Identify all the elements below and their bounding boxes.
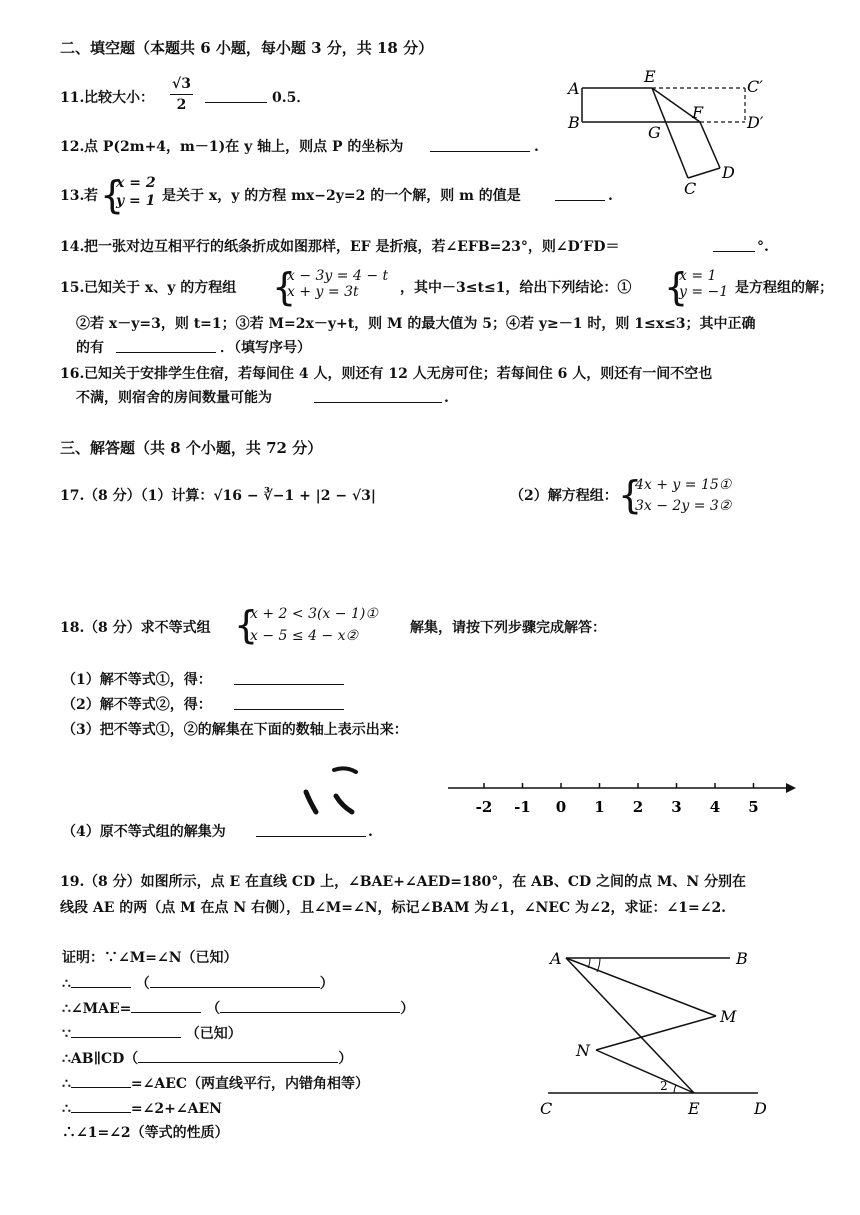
proof-line-5 bbox=[62, 1048, 352, 1069]
proof-line-8: ∴∠1=∠2（等式的性质） bbox=[62, 1125, 229, 1141]
fig1-label-C-prime: C′ bbox=[747, 77, 763, 96]
q16-number: 16. bbox=[60, 366, 85, 382]
q14-answer-blank[interactable] bbox=[713, 237, 755, 252]
q16-tail: . bbox=[444, 390, 449, 406]
proof-line-2-reason-blank[interactable] bbox=[150, 973, 320, 988]
fig2-label-D: D bbox=[754, 1099, 767, 1118]
proof-line-2-close: ） bbox=[319, 976, 334, 992]
proof-line-7-lead: ∴ bbox=[62, 1101, 71, 1117]
section2-title: 二、填空题（本题共 6 小题，每小题 3 分，共 18 分） bbox=[60, 39, 434, 57]
q11-numerator: √3 bbox=[170, 74, 193, 95]
q15-line2: ②若 x－y=3，则 t=1；③若 M=2x－y+t，则 M 的最大值为 5；④若 y≥－1 时，则 1≤x≤3；其中正确 bbox=[76, 316, 756, 332]
q16-line1: 已知关于安排学生住宿，若每间住 4 人，则还有 12 人无房可住；若每间住 6 人，则还有一间不空也 bbox=[84, 366, 713, 382]
number-line-tick-label: 3 bbox=[671, 798, 682, 816]
q18-step1-blank[interactable] bbox=[234, 670, 344, 685]
q13-text: 是关于 x，y 的方程 mx−2y=2 的一个解，则 m 的值是 bbox=[162, 188, 521, 204]
q15-solution bbox=[679, 268, 728, 300]
proof-line-3-open: （ bbox=[206, 1001, 221, 1017]
fig2-angle2-arc bbox=[674, 1085, 676, 1093]
fig2-segment-NE bbox=[596, 1050, 694, 1093]
q18-tail: 解集，请按下列步骤完成解答： bbox=[410, 620, 606, 636]
fig2-segment-AE bbox=[566, 958, 694, 1093]
q19-line2: 线段 AE 的两（点 M 在点 N 右侧），且∠M=∠N，标记∠BAM 为∠1，∠NEC 为∠2，求证：∠1=∠2. bbox=[60, 900, 727, 916]
q12-text: 点 P(2m+4，m－1)在 y 轴上，则点 P 的坐标为 bbox=[84, 139, 404, 155]
number-line bbox=[440, 772, 800, 822]
proof-line-6-lead: ∴ bbox=[62, 1076, 71, 1092]
q14-tail: °. bbox=[757, 239, 769, 255]
q11-tail: 0.5． bbox=[272, 90, 311, 106]
parallel-lines-figure bbox=[530, 940, 790, 1130]
number-line-arrow-icon bbox=[786, 783, 796, 793]
fig1-label-D-prime: D′ bbox=[747, 113, 764, 132]
q13-eq2: y = 1 bbox=[116, 193, 156, 209]
proof-line-2 bbox=[62, 973, 334, 994]
number-line-tick-label: 0 bbox=[555, 798, 567, 816]
proof-line-4-tail: （已知） bbox=[185, 1026, 242, 1042]
q17-brace: { bbox=[618, 473, 643, 517]
q15-line1-mid: ，其中－3≤t≤1，给出下列结论：① bbox=[400, 280, 632, 296]
proof-line-6-tail: =∠AEC（两直线平行，内错角相等） bbox=[130, 1076, 370, 1092]
q17-number: 17. bbox=[60, 488, 85, 504]
q17-system bbox=[635, 475, 731, 517]
fig2-label-N: N bbox=[576, 1041, 590, 1060]
fig1-label-G: G bbox=[648, 123, 661, 142]
q15-line3-pre: 的有 bbox=[76, 340, 104, 356]
fig1-label-D: D bbox=[722, 163, 735, 182]
proof-line-3-blank[interactable] bbox=[131, 998, 201, 1013]
proof-line-4 bbox=[62, 1023, 242, 1044]
proof-line-1: 证明：∵∠M=∠N（已知） bbox=[62, 950, 238, 966]
q16-answer-blank[interactable] bbox=[314, 388, 442, 403]
proof-line-3-lead: ∴∠MAE= bbox=[62, 1001, 132, 1017]
q13-eq1: x = 2 bbox=[116, 175, 156, 191]
q15-line1-tail: 是方程组的解； bbox=[735, 280, 833, 296]
number-line-tick-label: 2 bbox=[632, 798, 644, 816]
q14-number: 14. bbox=[60, 239, 85, 255]
q15-sys-eq1: x − 3y = 4 − t bbox=[287, 268, 389, 284]
fig1-flap-right bbox=[700, 122, 720, 168]
q18-pre: （8 分）求不等式组 bbox=[84, 620, 211, 636]
q15-answer-blank[interactable] bbox=[116, 338, 216, 353]
proof-line-3-reason-blank[interactable] bbox=[220, 998, 400, 1013]
q12-answer-blank[interactable] bbox=[430, 137, 530, 152]
fig1-label-E: E bbox=[644, 67, 656, 86]
q11-answer-blank[interactable] bbox=[205, 88, 267, 103]
q19-number: 19. bbox=[60, 874, 85, 890]
folded-strip-figure bbox=[560, 67, 780, 198]
number-line-tick-label: -1 bbox=[514, 798, 531, 816]
proof-line-2-lead: ∴ bbox=[62, 976, 71, 992]
fig1-label-C: C bbox=[684, 179, 697, 198]
q13-pre: 若 bbox=[84, 188, 98, 204]
q13-answer-blank[interactable] bbox=[555, 186, 605, 201]
q15-sol-x: x = 1 bbox=[679, 268, 717, 284]
fig1-label-B: B bbox=[568, 113, 580, 132]
number-line-tick-label: 5 bbox=[748, 798, 759, 816]
q18-ineq1: x + 2 < 3(x − 1)① bbox=[250, 606, 378, 622]
fig2-segment-MN bbox=[596, 1016, 716, 1050]
q18-step2-blank[interactable] bbox=[234, 695, 344, 710]
q18-step4: （4）原不等式组的解集为 bbox=[62, 824, 226, 840]
q15-brace: { bbox=[272, 265, 297, 309]
q18-number: 18. bbox=[60, 620, 85, 636]
proof-line-4-blank[interactable] bbox=[71, 1023, 181, 1038]
proof-line-7-tail: =∠2+∠AEN bbox=[130, 1101, 222, 1117]
q18-brace: { bbox=[234, 603, 259, 647]
q18-step4-blank[interactable] bbox=[256, 822, 366, 837]
fig1-label-F: F bbox=[692, 103, 704, 122]
number-line-tick-label: 1 bbox=[594, 798, 605, 816]
q18-system bbox=[250, 603, 378, 647]
fig1-label-A: A bbox=[568, 79, 580, 98]
fig1-flap-end bbox=[688, 168, 720, 178]
q17-eq2: 3x − 2y = 3② bbox=[635, 498, 732, 514]
q11-text: 比较大小： bbox=[84, 90, 154, 106]
fig2-label-M: M bbox=[720, 1007, 737, 1026]
q15-sys-eq2: x + y = 3t bbox=[287, 284, 359, 300]
q12-number: 12. bbox=[60, 139, 85, 155]
handwritten-scribble bbox=[296, 762, 366, 822]
q18-step1: （1）解不等式①，得： bbox=[62, 672, 212, 688]
proof-line-7 bbox=[62, 1098, 222, 1119]
q18-step4-period: . bbox=[368, 824, 373, 840]
q15-sol-y: y = −1 bbox=[679, 284, 729, 300]
proof-line-5-reason-blank[interactable] bbox=[138, 1048, 338, 1063]
proof-line-3 bbox=[62, 998, 414, 1019]
proof-line-3-close: ） bbox=[400, 1001, 415, 1017]
number-line-tick-label: 4 bbox=[709, 798, 721, 816]
fig2-angle2-label: 2 bbox=[660, 1079, 668, 1093]
q17-part1: （8 分）（1）计算：√16 − ∛−1 + |2 − √3| bbox=[84, 488, 377, 504]
proof-line-6 bbox=[62, 1073, 369, 1094]
q16-line2: 不满，则宿舍的房间数量可能为 bbox=[76, 390, 272, 406]
section3-title: 三、解答题（共 8 个小题，共 72 分） bbox=[60, 439, 323, 457]
number-line-tick-label: -2 bbox=[475, 798, 493, 816]
q15-number: 15. bbox=[60, 280, 85, 296]
q15-line1-pre: 已知关于 x、y 的方程组 bbox=[84, 280, 237, 296]
proof-line-2-blank[interactable] bbox=[71, 973, 131, 988]
q15-brace-2: { bbox=[664, 265, 689, 309]
q12-tail: . bbox=[534, 139, 539, 155]
q13-brace: { bbox=[100, 173, 125, 217]
fig2-label-E: E bbox=[688, 1099, 700, 1118]
q19-line1: （8 分）如图所示，点 E 在直线 CD 上，∠BAE+∠AED=180°，在 AB、CD 之间的点 M、N 分别在 bbox=[84, 874, 747, 890]
fig2-label-C: C bbox=[540, 1099, 553, 1118]
q11-number: 11. bbox=[60, 90, 85, 106]
proof-line-2-open: （ bbox=[135, 976, 150, 992]
q17-eq1: 4x + y = 15① bbox=[635, 477, 732, 493]
proof-line-5-lead: ∴AB∥CD（ bbox=[62, 1051, 139, 1067]
q13-system bbox=[116, 174, 156, 210]
fig2-label-A: A bbox=[550, 949, 562, 968]
proof-line-4-lead: ∵ bbox=[62, 1026, 71, 1042]
q15-system bbox=[287, 268, 388, 300]
q17-part2: （2）解方程组： bbox=[510, 488, 618, 504]
q18-ineq2: x − 5 ≤ 4 − x② bbox=[250, 628, 359, 644]
proof-line-6-blank[interactable] bbox=[71, 1073, 131, 1088]
q18-step3: （3）把不等式①，②的解集在下面的数轴上表示出来： bbox=[62, 722, 408, 738]
proof-line-7-blank[interactable] bbox=[71, 1098, 131, 1113]
q15-line3-tail: ．（填写序号） bbox=[220, 340, 311, 356]
q18-step2: （2）解不等式②，得： bbox=[62, 697, 212, 713]
fig2-label-B: B bbox=[736, 949, 748, 968]
q11-fraction bbox=[170, 74, 193, 115]
proof-line-5-close: ） bbox=[338, 1051, 353, 1067]
q11-denominator: 2 bbox=[176, 97, 187, 113]
q13-tail: . bbox=[608, 188, 613, 204]
q14-text: 把一张对边互相平行的纸条折成如图那样，EF 是折痕，若∠EFB=23°，则∠D′FD＝ bbox=[84, 239, 620, 255]
q13-number: 13. bbox=[60, 188, 85, 204]
